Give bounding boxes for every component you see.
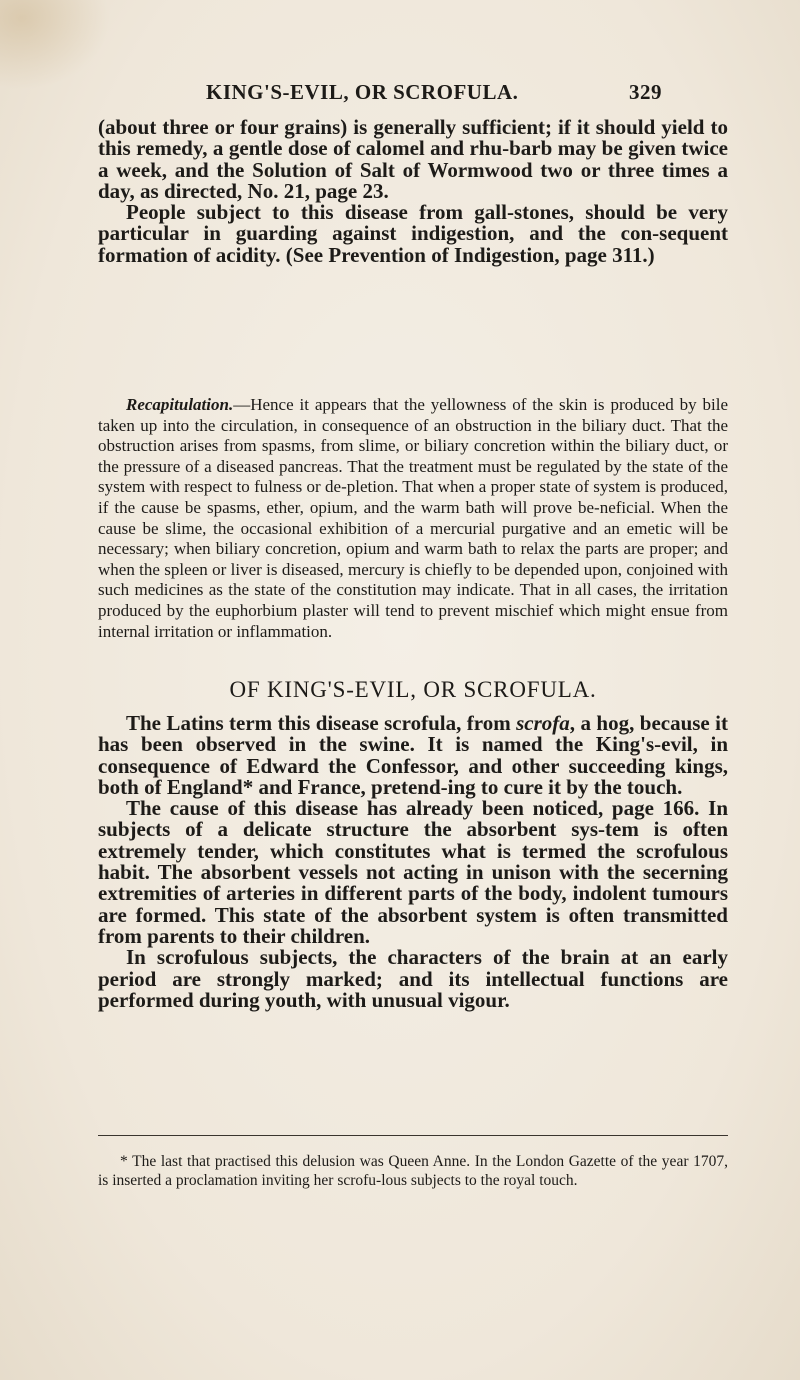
section-paragraph-1-end: , a hog, because it has been observed in the swine. It is named the King's-evil, in consequence of Edward the Confessor, and other succeeding kings, both of England* and France, pretend-ing to cure it by the touch. <box>98 711 729 799</box>
intro-paragraph-1: (about three or four grains) is generally sufficient; if it should yield to this remedy, a gentle dose of calomel and rhu-barb may be given twice a week, and the Solution of Salt of Wormwood two or three times a day, as directed, No. 21, page 23. <box>98 115 728 203</box>
footnote-text: * The last that practised this delusion was Queen Anne. In the London Gazette of the year 1707, is inserted a proclamation inviting her scrofu-lous subjects to the royal touch. <box>98 1153 728 1190</box>
recapitulation-body: —Hence it appears that the yellowness of the skin is produced by bile taken up into the circulation, in consequence of an obstruction in the biliary duct. That the obstruction arises from spasms, from slime, or biliary concretion within the biliary duct, or the pressure of a diseased pancreas. That the treatment must be regulated by the state of the system with respect to fulness or de-pletion. That when a proper state of system is produced, if the cause be spasms, ether, opium, and the warm bath will prove be-neficial. When the cause be slime, the occasional exhibition of a mercurial purgative and an emetic will be necessary; when biliary concretion, opium and warm bath to relax the parts are proper; and when the spleen or liver is diseased, mercury is chiefly to be depended upon, conjoined with such medicines as the state of the constitution may indicate. That in all cases, the irritation produced by the euphorbium plaster will tend to prevent mischief which might ensue from internal irritation or inflammation. <box>98 395 728 641</box>
recapitulation-paragraph <box>98 395 728 642</box>
intro-text <box>98 117 728 266</box>
paper-stain <box>0 0 110 90</box>
intro-paragraph-2: People subject to this disease from gall-stones, should be very particular in guarding against indigestion, and the con-sequent formation of acidity. (See Prevention of Indigestion, page 311.) <box>98 200 728 267</box>
section-body <box>98 713 728 1011</box>
section-paragraph-1-start: The Latins term this disease scrofula, from <box>126 711 517 735</box>
section-paragraph-2: The cause of this disease has already been noticed, page 166. In subjects of a delicate structure the absorbent sys-tem is often extremely tender, which constitutes what is termed the scrofulous habit. The absorbent vessels not acting in unison with the secerning extremities of arteries in different parts of the body, indolent tumours are formed. This state of the absorbent system is often transmitted from parents to their children. <box>98 796 728 948</box>
footnote <box>98 1152 728 1191</box>
recapitulation-block <box>98 395 728 642</box>
section-paragraph-1 <box>98 713 728 798</box>
footnote-divider <box>98 1135 728 1136</box>
section-paragraph-3: In scrofulous subjects, the characters of the brain at an early period are strongly marked; and its intellectual functions are performed during youth, with unusual vigour. <box>98 945 728 1012</box>
section-paragraph-1-latin: scrofa <box>516 711 570 735</box>
section-heading: OF KING'S-EVIL, OR SCROFULA. <box>229 677 597 702</box>
running-header-title: KING'S-EVIL, OR SCROFULA. <box>206 80 519 104</box>
recapitulation-lead: Recapitulation. <box>126 395 234 414</box>
page-number: 329 <box>629 80 662 104</box>
running-header <box>206 80 662 110</box>
